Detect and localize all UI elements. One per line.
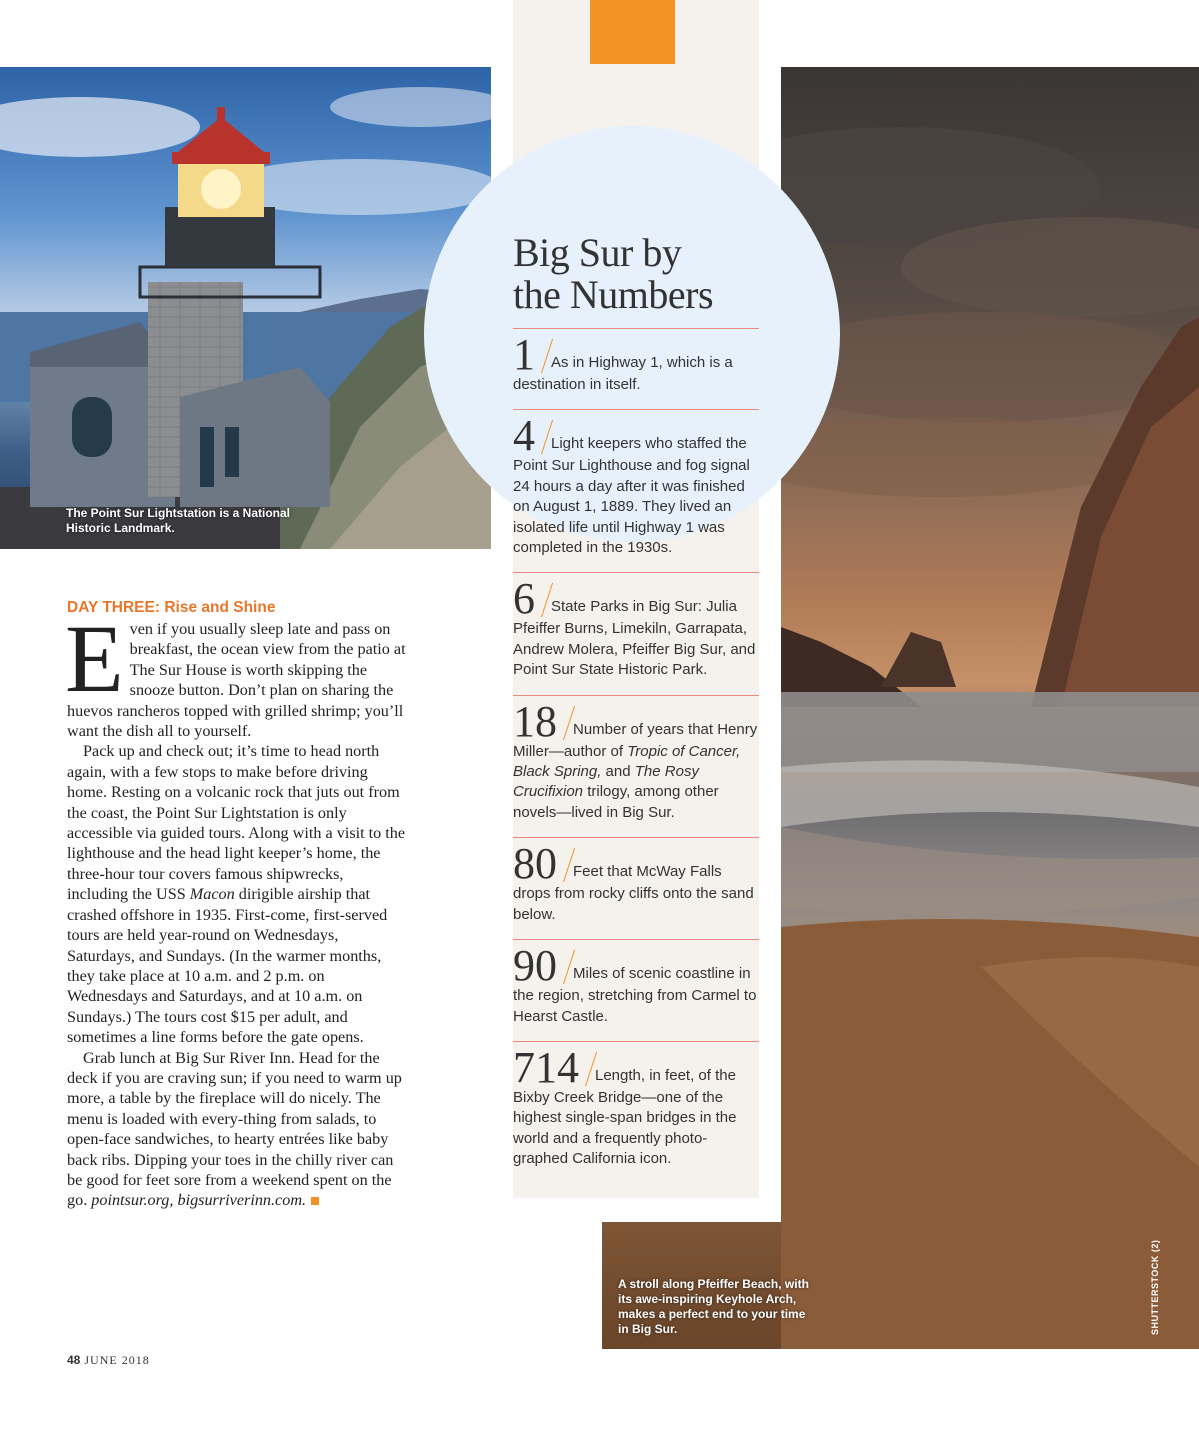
sidebar-title-line1: Big Sur by (513, 230, 682, 275)
lighthouse-illustration (0, 67, 491, 549)
article-paragraph (67, 741, 407, 1047)
fact-item (513, 837, 759, 939)
paragraph-text: Pack up and check out; it’s time to head north again, with a few stops to make before driving home. Resting on a volcanic rock that juts out from the coast, the Point Sur Lightstation is only accessible via guided tours. Along with a visit to the lighthouse and the head light keeper’s home, the three-hour tour covers famous shipwrecks, including the USS (67, 742, 406, 904)
fact-number: 80 (513, 839, 557, 889)
section-heading: DAY THREE: Rise and Shine (67, 599, 276, 616)
fact-item (513, 695, 759, 838)
beach-photo (781, 67, 1199, 1349)
beach-caption: A stroll along Pfeiffer Beach, with its awe-inspiring Keyhole Arch, makes a perfect end to your time in Big Sur. (618, 1277, 809, 1336)
drop-cap: E (65, 605, 124, 712)
orange-tab (590, 0, 675, 64)
fact-number: 18 (513, 696, 557, 746)
fact-text: trilogy, among other novels—lived in Big Sur. (513, 783, 719, 821)
fact-item (513, 572, 759, 694)
fact-text: Feet that McWay Falls drops from rocky cliffs onto the sand below. (513, 863, 754, 923)
fact-text: Light keepers who staffed the Point Sur Lighthouse and fog signal 24 hours a day after it was finished on August 1, 1889. They lived an isolated life until Highway 1 was completed in the 1930s. (513, 435, 750, 557)
fact-text: Number of years that Henry Miller—author of (513, 720, 758, 760)
article-body (67, 598, 407, 1211)
page-folio (67, 1353, 150, 1368)
photo-credit: SHUTTERSTOCK (2) (1150, 1239, 1160, 1335)
fact-text: and (601, 763, 635, 781)
end-mark (311, 1197, 319, 1205)
fact-text-italic: The Rosy Crucifixion (513, 763, 699, 801)
issue-date: JUNE 2018 (84, 1353, 150, 1367)
article-paragraph (67, 1048, 407, 1211)
fact-item (513, 1041, 759, 1184)
slash-mark (557, 948, 571, 982)
slash-mark (535, 581, 549, 615)
fact-number: 4 (513, 411, 535, 461)
slash-mark (557, 704, 571, 738)
fact-text: As in Highway 1, which is a destination in itself. (513, 354, 733, 393)
sidebar-title (513, 232, 759, 316)
paragraph-text: dirigible airship that crashed offshore in 1935. First-come, first-served tours are held year-round on Wednesdays, Saturdays, and Sundays. (In the warmer months, they take place at 10 a.m. and 2 p.m. on Wednesdays and Saturdays, and at 10 a.m. on Sundays.) The tours cost $15 per adult, and sometimes a line forms before the gate opens. (67, 885, 388, 1047)
slash-mark (579, 1050, 593, 1084)
fact-number: 6 (513, 574, 535, 624)
fact-item (513, 409, 759, 572)
slash-mark (557, 846, 571, 880)
page-number: 48 (67, 1353, 81, 1367)
fact-item (513, 939, 759, 1041)
fact-item (513, 328, 759, 409)
fact-text: Miles of scenic coastline in the region, stretching from Carmel to Hearst Castle. (513, 965, 757, 1025)
lighthouse-caption: The Point Sur Lightstation is a National Historic Landmark. (66, 506, 291, 535)
numbers-sidebar (513, 228, 759, 1184)
fact-text: Length, in feet, of the Bixby Creek Bridge—one of the highest single-span bridges in the world and a frequently photo-graphed California icon. (513, 1066, 737, 1168)
fact-text: State Parks in Big Sur: Julia Pfeiffer Burns, Limekiln, Garrapata, Andrew Molera, Pfeiffer Big Sur, and Point Sur State Historic Park. (513, 598, 756, 679)
sidebar-title-line2: the Numbers (513, 272, 714, 317)
paragraph-text: ven if you usually sleep late and pass on breakfast, the ocean view from the patio at The Sur House is worth skipping the snooze button. Don’t plan on sharing the huevos rancheros topped with grilled shrimp; you’ll want the dish all to yourself. (67, 620, 406, 741)
beach-illustration (781, 67, 1199, 1349)
fact-text-italic: Tropic of Cancer, Black Spring, (513, 742, 741, 781)
paragraph-text: Grab lunch at Big Sur River Inn. Head for the deck if you are craving sun; if you need to warm up more, a table by the fireplace will do nicely. The menu is loaded with every-thing from salads, to open-face sandwiches, to hearty entrées like baby back ribs. Dipping your toes in the chilly river can be good for feet sore from a weekend spent on the go. (67, 1048, 402, 1210)
article-links: pointsur.org, bigsurriverinn.com. (91, 1191, 307, 1210)
lighthouse-photo (0, 67, 491, 549)
fact-number: 714 (513, 1042, 579, 1092)
fact-number: 90 (513, 941, 557, 991)
slash-mark (535, 418, 549, 452)
fact-number: 1 (513, 330, 535, 379)
paragraph-italic: Macon (189, 885, 235, 904)
slash-mark (535, 337, 549, 371)
